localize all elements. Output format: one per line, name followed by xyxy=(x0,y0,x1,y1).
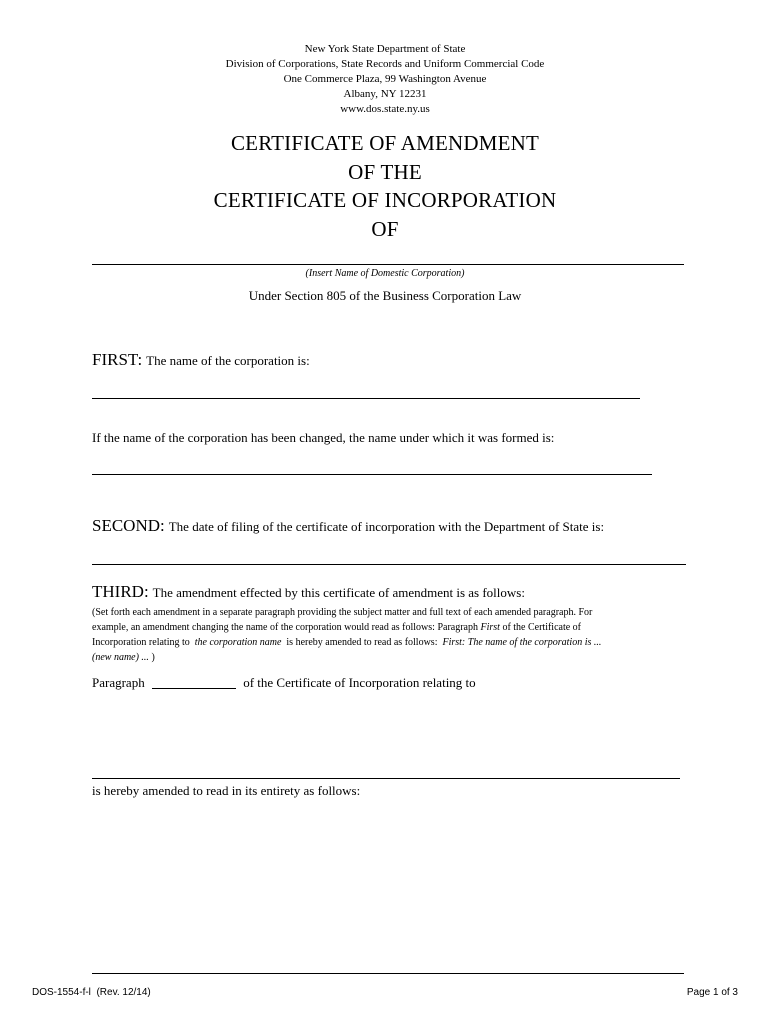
title-line-1: CERTIFICATE OF AMENDMENT xyxy=(230,131,540,155)
second-label: SECOND: xyxy=(92,516,165,535)
third-text: The amendment effected by this certificate of amendment is as follows: xyxy=(152,585,525,600)
corporation-name-caption: (Insert Name of Domestic Corporation) xyxy=(305,268,465,279)
corporation-name-field[interactable] xyxy=(92,264,684,265)
third-instructions xyxy=(92,605,692,665)
instruction-line-2 xyxy=(92,620,692,635)
agency-header xyxy=(0,42,770,117)
instruction-text: is hereby amended to read as follows: xyxy=(286,637,438,648)
former-name-input[interactable] xyxy=(92,474,652,475)
paragraph-label: Paragraph xyxy=(92,675,145,690)
former-name-text: If the name of the corporation has been changed, the name under which it was formed is: xyxy=(92,430,555,445)
paragraph-row xyxy=(92,672,476,691)
instruction-text: Incorporation relating to xyxy=(92,637,190,648)
instruction-line-4 xyxy=(92,650,692,665)
page-number: Page 1 of 3 xyxy=(686,987,738,998)
first-label: FIRST: xyxy=(92,350,143,369)
city-state-zip: Albany, NY 12231 xyxy=(343,88,427,100)
title-line-3: CERTIFICATE OF INCORPORATION xyxy=(213,188,557,212)
website-link[interactable]: www.dos.state.ny.us xyxy=(340,103,430,115)
street-address: One Commerce Plaza, 99 Washington Avenue xyxy=(283,73,487,85)
first-section xyxy=(92,350,310,370)
filing-date-input[interactable] xyxy=(92,564,686,565)
law-section: Under Section 805 of the Business Corporation Law xyxy=(248,288,522,303)
instruction-example-subject: the corporation name xyxy=(194,637,282,648)
first-text: The name of the corporation is: xyxy=(146,353,310,368)
paragraph-number-input[interactable] xyxy=(152,674,236,689)
second-section xyxy=(92,516,604,536)
paragraph-suffix: of the Certificate of Incorporation relating to xyxy=(243,675,476,690)
instruction-line-3 xyxy=(92,635,692,650)
agency-name: New York State Department of State xyxy=(304,43,466,55)
instruction-example-new-name: (new name) ... xyxy=(92,652,149,663)
instruction-example-first: First xyxy=(480,622,500,633)
amended-text-input[interactable] xyxy=(92,973,684,974)
instruction-line-1: (Set forth each amendment in a separate paragraph providing the subject matter and full text of each amended paragraph. For xyxy=(92,607,593,618)
instruction-text: of the Certificate of xyxy=(502,622,582,633)
amended-text-label: is hereby amended to read in its entirety as follows: xyxy=(92,783,361,798)
third-section xyxy=(92,582,525,602)
corporation-name-input[interactable] xyxy=(92,398,640,399)
instruction-text: example, an amendment changing the name of the corporation would read as follows: Paragraph xyxy=(92,622,478,633)
instruction-text: ) xyxy=(151,652,155,663)
title-line-2: OF THE xyxy=(348,159,422,184)
second-text: The date of filing of the certificate of incorporation with the Department of State is: xyxy=(168,519,605,534)
division-name: Division of Corporations, State Records and Uniform Commercial Code xyxy=(225,58,545,70)
form-id: DOS-1554-f-l (Rev. 12/14) xyxy=(32,987,151,998)
instruction-example-text: First: The name of the corporation is ... xyxy=(442,637,602,648)
subject-matter-input[interactable] xyxy=(92,778,680,779)
third-label: THIRD: xyxy=(92,582,149,601)
document-title xyxy=(0,129,770,243)
title-line-4: OF xyxy=(371,216,399,241)
